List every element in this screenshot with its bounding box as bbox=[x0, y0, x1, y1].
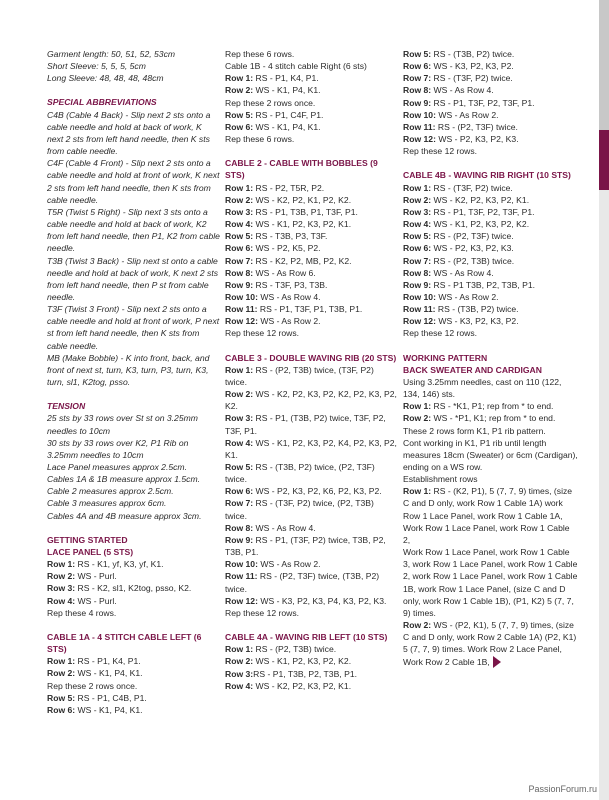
tension-line: Cables 1A & 1B measure approx 1.5cm. bbox=[47, 474, 201, 485]
row-number: Row 1: bbox=[225, 182, 254, 193]
pattern-row bbox=[225, 437, 397, 461]
row-number: Row 8: bbox=[225, 522, 254, 533]
row-number: Row 8: bbox=[403, 85, 432, 96]
row-number: Row 3: bbox=[225, 206, 254, 217]
row-number: Row 8: bbox=[403, 267, 432, 278]
row-text: RS - K1, yf, K3, yf, K1. bbox=[75, 559, 164, 570]
row-text: WS - As Row 4. bbox=[257, 291, 321, 302]
pattern-row bbox=[47, 655, 220, 667]
row-text: WS - K1, P4, K1. bbox=[75, 704, 143, 715]
row-text: RS - P1, T3B, P2, T3B, P1. bbox=[253, 668, 357, 679]
tension-line: 25 sts by 33 rows over St st on 3.25mm needles to 10cm bbox=[47, 413, 198, 436]
row-number: Row 11: bbox=[403, 304, 436, 315]
row-text: WS - K1, P4, K1. bbox=[253, 85, 321, 96]
row-text: RS - (T3F, P2) twice. bbox=[431, 182, 513, 193]
row-number: Row 2: bbox=[403, 413, 432, 424]
pattern-row bbox=[47, 680, 220, 692]
row-text: RS - K2, sl1, K2tog, psso, K2. bbox=[75, 583, 192, 594]
pattern-row bbox=[403, 291, 579, 303]
cable-1b-rows bbox=[225, 48, 397, 145]
row-number: Row 9: bbox=[403, 279, 432, 290]
row-text: RS - P1, T3F, P1, T3B, P1. bbox=[257, 304, 363, 315]
cable-4a-heading: CABLE 4A - WAVING RIB LEFT (10 STS) bbox=[225, 632, 388, 643]
row-text: RS - (T3B, P2) twice. bbox=[435, 304, 519, 315]
row-number: Row 9: bbox=[225, 534, 254, 545]
pattern-row bbox=[403, 485, 579, 546]
pattern-row bbox=[403, 230, 579, 242]
row-text: Cont working in K1, P1 rib until length measures 18cm (Sweater) or 6cm (Cardigan), ending on a WS row. bbox=[403, 437, 578, 472]
row-text: WS - As Row 2. bbox=[435, 291, 499, 302]
row-text: Rep these 12 rows. bbox=[225, 328, 300, 339]
pattern-row bbox=[403, 72, 579, 84]
column-3 bbox=[403, 48, 579, 668]
tension-line: Lace Panel measures approx 2.5cm. bbox=[47, 462, 187, 472]
pattern-row bbox=[403, 619, 579, 655]
column-2 bbox=[225, 48, 397, 692]
pattern-row bbox=[225, 121, 397, 133]
row-text: WS - As Row 4. bbox=[431, 85, 494, 96]
row-text: RS - P1, C4F, P1. bbox=[253, 109, 324, 120]
row-text: RS - *K1, P1; rep from * to end. bbox=[431, 401, 554, 412]
row-text: RS - (T3B, P2) twice. bbox=[431, 49, 515, 59]
abbr-heading: SPECIAL ABBREVIATIONS bbox=[47, 97, 157, 108]
pattern-row bbox=[225, 485, 397, 497]
row-number: Row 1: bbox=[403, 182, 432, 193]
row-text: WS - K1, P4, K1. bbox=[75, 668, 143, 679]
row-text: WS - K1, P4, K1. bbox=[253, 121, 321, 132]
row-text: WS - As Row 4. bbox=[431, 267, 494, 278]
cable-4a-rows-cont bbox=[403, 48, 579, 157]
row-text: RS - (T3F, P2) twice. bbox=[431, 73, 513, 84]
lace-panel-heading: LACE PANEL (5 STS) bbox=[47, 546, 134, 557]
row-text: WS - K3, P2, K3, P2. bbox=[431, 61, 514, 72]
row-text: WS - As Row 2. bbox=[435, 109, 499, 120]
row-text: WS - K2, P2, K1, P2, K2. bbox=[253, 194, 352, 205]
pattern-row bbox=[403, 376, 579, 400]
pattern-row bbox=[403, 546, 579, 619]
row-text: WS - P2, K3, P2, K6, P2, K3, P2. bbox=[253, 486, 382, 497]
cable-1a-heading: CABLE 1A - 4 STITCH CABLE LEFT (6 STS) bbox=[47, 631, 202, 655]
pattern-row bbox=[225, 315, 397, 327]
row-number: Row 11: bbox=[225, 571, 258, 582]
row-number: Row 12: bbox=[403, 134, 436, 145]
pattern-row bbox=[403, 279, 579, 291]
pattern-row bbox=[225, 97, 397, 109]
abbr-mb: MB (Make Bobble) - K into front, back, and front of next st, turn, K3, turn, P3, turn, K3, turn, sl1, K2tog, psso. bbox=[47, 352, 210, 388]
row-number: Row 3: bbox=[47, 583, 76, 594]
long-sleeve: Long Sleeve: 48, 48, 48, 48cm bbox=[47, 73, 164, 84]
row-number: Row 3: bbox=[225, 668, 254, 679]
pattern-row bbox=[225, 558, 397, 570]
row-number: Row 1: bbox=[47, 656, 76, 667]
pattern-row bbox=[403, 206, 579, 218]
row-text: RS - P1, C4B, P1. bbox=[75, 692, 147, 703]
row-number: Row 1: bbox=[225, 364, 254, 375]
pattern-row bbox=[403, 400, 579, 412]
row-text: RS - (T3B, P2) twice, (P2, T3F) twice. bbox=[225, 462, 375, 485]
pattern-row bbox=[403, 218, 579, 230]
cable-3-rows bbox=[225, 364, 397, 619]
row-number: Row 5: bbox=[403, 49, 432, 59]
pattern-row bbox=[47, 582, 220, 594]
row-number: Row 6: bbox=[225, 121, 254, 132]
row-text: WS - P2, K3, P2, K3. bbox=[435, 134, 519, 145]
pattern-row bbox=[47, 570, 220, 582]
row-text: WS - Purl. bbox=[75, 571, 117, 582]
pattern-row bbox=[47, 607, 220, 619]
row-text: Rep these 2 rows once. bbox=[225, 97, 316, 108]
row-number: Row 9: bbox=[403, 97, 432, 108]
cable-2-heading: CABLE 2 - CABLE WITH BOBBLES (9 STS) bbox=[225, 158, 378, 181]
pattern-row bbox=[225, 291, 397, 303]
row-text: Rep these 12 rows. bbox=[403, 328, 478, 339]
row-number: Row 6: bbox=[225, 243, 254, 254]
pattern-row bbox=[225, 522, 397, 534]
row-text: RS - P1, T3B, P1, T3F, P1. bbox=[253, 206, 358, 217]
tension-line: Cables 4A and 4B measure approx 3cm. bbox=[47, 510, 202, 521]
pattern-row bbox=[225, 303, 397, 315]
watermark-footer: PassionForum.ru bbox=[528, 784, 597, 794]
abbreviations bbox=[47, 109, 220, 389]
row-number: Row 7: bbox=[225, 498, 254, 509]
pattern-row bbox=[403, 425, 579, 437]
row-number: Row 10: bbox=[225, 291, 258, 302]
row-number: Row 5: bbox=[47, 692, 76, 703]
row-number: Row 6: bbox=[47, 704, 76, 715]
back-heading: BACK SWEATER AND CARDIGAN bbox=[403, 364, 542, 375]
pattern-row bbox=[47, 667, 220, 679]
row-text: WS - K1, P2, K3, P2, K4, P2, K3, P2, K1. bbox=[225, 437, 397, 460]
pattern-row bbox=[225, 497, 397, 521]
row-number: Row 4: bbox=[225, 219, 254, 230]
pattern-row bbox=[403, 60, 579, 72]
row-text: Rep these 6 rows. bbox=[225, 49, 295, 59]
row-text: RS - P1 T3B, P2, T3B, P1. bbox=[431, 279, 535, 290]
row-number: Row 8: bbox=[225, 267, 254, 278]
row-text: WS - K2, P2, K3, P2, K1. bbox=[431, 194, 530, 205]
row-number: Row 12: bbox=[225, 595, 258, 606]
pattern-row bbox=[225, 133, 397, 145]
abbr-c4b: C4B (Cable 4 Back) - Slip next 2 sts onto a cable needle and hold at back of work, K next 2 sts from left hand needle, then K sts from cable needle. bbox=[47, 109, 211, 157]
tension-line: Cable 3 measures approx 6cm. bbox=[47, 498, 167, 509]
row-number: Row 10: bbox=[225, 559, 258, 570]
row-text: WS - K1, P2, K3, P2, K1. bbox=[253, 219, 352, 230]
row-number: Row 2: bbox=[47, 571, 76, 582]
row-text: RS - (P2, T3F) twice, (T3B, P2) twice. bbox=[225, 571, 380, 594]
row-text: Cable 1B - 4 stitch cable Right (6 sts) bbox=[225, 61, 367, 72]
getting-started-heading: GETTING STARTED bbox=[47, 534, 128, 545]
row-text: WS - K1, P2, K3, P2, K2. bbox=[253, 656, 352, 667]
row-text: WS - P2, K3, P2, K3. bbox=[431, 243, 514, 254]
row-number: Row 5: bbox=[225, 231, 254, 242]
row-text: WS - As Row 2. bbox=[257, 316, 321, 327]
garment-sizes bbox=[47, 48, 220, 84]
page-edge-bar bbox=[599, 0, 609, 800]
working-pattern-rows bbox=[403, 376, 579, 668]
pattern-row bbox=[225, 109, 397, 121]
row-text: WS - P2, K5, P2. bbox=[253, 243, 321, 254]
row-text: WS - As Row 4. bbox=[253, 522, 316, 533]
row-number: Row 1: bbox=[225, 73, 254, 84]
row-number: Row 11: bbox=[225, 304, 258, 315]
cable-4a-rows bbox=[225, 643, 397, 692]
row-number: Row 1: bbox=[403, 486, 432, 497]
row-number: Row 2: bbox=[225, 85, 254, 96]
row-number: Row 4: bbox=[225, 680, 254, 691]
cable-2-rows bbox=[225, 182, 397, 340]
row-text: WS - Purl. bbox=[75, 595, 117, 606]
row-number: Row 1: bbox=[225, 644, 254, 655]
pattern-row bbox=[225, 84, 397, 96]
cable-3-heading: CABLE 3 - DOUBLE WAVING RIB (20 STS) bbox=[225, 352, 397, 363]
row-number: Row 4: bbox=[403, 219, 432, 230]
pattern-row bbox=[403, 267, 579, 279]
pattern-row bbox=[403, 133, 579, 145]
row-text: RS - T3F, P3, T3B. bbox=[253, 279, 328, 290]
pattern-row bbox=[403, 327, 579, 339]
row-number: Row 3: bbox=[403, 206, 432, 217]
row-number: Row 2: bbox=[225, 194, 254, 205]
row-text: RS - P1, (T3B, P2) twice, T3F, P2, T3F, P1. bbox=[225, 413, 386, 436]
pattern-row bbox=[225, 327, 397, 339]
continue-arrow-icon bbox=[493, 656, 501, 668]
row-text: WS - K2, P2, K3, P2, K2, P2, K3, P2, K2. bbox=[225, 389, 397, 412]
pattern-row bbox=[225, 279, 397, 291]
row-text: RS - (P2, T3B) twice. bbox=[253, 644, 337, 655]
pattern-row bbox=[403, 437, 579, 473]
pattern-row bbox=[47, 558, 220, 570]
abbr-t5r: T5R (Twist 5 Right) - Slip next 3 sts onto a cable needle and hold at back of work, K2 from left hand needle, then P1, K2 from cable needle. bbox=[47, 206, 220, 254]
tension-line: Cable 2 measures approx 2.5cm. bbox=[47, 486, 174, 497]
pattern-row bbox=[403, 48, 579, 60]
row-number: Row 2: bbox=[225, 656, 254, 667]
row-number: Row 2: bbox=[403, 620, 432, 631]
row-number: Row 7: bbox=[403, 73, 432, 84]
row-text: Rep these 12 rows. bbox=[225, 607, 300, 618]
row-number: Row 5: bbox=[225, 109, 254, 120]
tension bbox=[47, 412, 220, 521]
row-text: RS - P1, T3F, P2, T3F, P1. bbox=[431, 97, 535, 108]
cable-1a-rows bbox=[47, 655, 220, 716]
row-number: Row 2: bbox=[225, 389, 254, 400]
row-number: Row 7: bbox=[403, 255, 432, 266]
pattern-row bbox=[403, 194, 579, 206]
pattern-row bbox=[225, 412, 397, 436]
row-number: Row 1: bbox=[47, 559, 76, 570]
pattern-row bbox=[225, 461, 397, 485]
row-number: Row 1: bbox=[403, 401, 432, 412]
row-text: WS - K1, P2, K3, P2, K2. bbox=[431, 219, 530, 230]
row-text: WS - K3, P2, K3, P2. bbox=[435, 316, 519, 327]
lace-panel-rows bbox=[47, 558, 220, 619]
pattern-row bbox=[403, 412, 579, 424]
pattern-row bbox=[403, 315, 579, 327]
abbr-t3f: T3F (Twist 3 Front) - Slip next 2 sts onto a cable needle and hold at front of work, P next st from left hand needle, then K sts from cable needle. bbox=[47, 304, 220, 351]
pattern-row bbox=[225, 194, 397, 206]
pattern-row bbox=[47, 704, 220, 716]
row-text: RS - K2, P2, MB, P2, K2. bbox=[253, 255, 352, 266]
pattern-row bbox=[225, 388, 397, 412]
pattern-row bbox=[47, 595, 220, 607]
pattern-row bbox=[225, 595, 397, 607]
pattern-row bbox=[403, 84, 579, 96]
pattern-row bbox=[403, 656, 579, 669]
row-number: Row 3: bbox=[225, 413, 254, 424]
pattern-row bbox=[225, 206, 397, 218]
row-text: RS - T3B, P3, T3F. bbox=[253, 231, 328, 242]
pattern-row bbox=[225, 182, 397, 194]
pattern-row bbox=[403, 242, 579, 254]
abbr-t3b: T3B (Twist 3 Back) - Slip next st onto a cable needle and hold at back of work, K next 2 sts from left hand needle, then P st from cable needle. bbox=[47, 255, 219, 302]
cable-4b-heading: CABLE 4B - WAVING RIB RIGHT (10 STS) bbox=[403, 170, 571, 181]
row-number: Row 11: bbox=[403, 121, 436, 132]
row-text: RS - (K2, P1), 5 (7, 7, 9) times, (size C and D only, work Row 1 Cable 1A) work Row 1 Lace Panel, work Row 1 Cable 1A, Work Row 1 Lace Panel, work Row 1 Cable 2, bbox=[403, 486, 573, 545]
pattern-row bbox=[225, 668, 397, 680]
pattern-row bbox=[47, 692, 220, 704]
row-text: Rep these 12 rows. bbox=[403, 146, 478, 157]
row-text: WS - K3, P2, K3, P4, K3, P2, K3. bbox=[257, 595, 387, 606]
pattern-row bbox=[403, 255, 579, 267]
short-sleeve: Short Sleeve: 5, 5, 5, 5cm bbox=[47, 61, 146, 72]
row-number: Row 10: bbox=[403, 109, 436, 120]
pattern-row bbox=[403, 121, 579, 133]
cable-4b-rows bbox=[403, 182, 579, 340]
pattern-row bbox=[403, 97, 579, 109]
pattern-row bbox=[225, 218, 397, 230]
row-text: RS - (P2, T3B) twice, (T3F, P2) twice. bbox=[225, 364, 374, 387]
column-1 bbox=[47, 48, 220, 716]
pattern-row bbox=[403, 473, 579, 485]
row-text: RS - (P2, T3B) twice. bbox=[431, 255, 515, 266]
row-number: Row 4: bbox=[225, 437, 254, 448]
pattern-row bbox=[225, 72, 397, 84]
pattern-row bbox=[225, 643, 397, 655]
row-text: Using 3.25mm needles, cast on 110 (122, 134, 146) sts. bbox=[403, 376, 562, 400]
row-number: Row 7: bbox=[225, 255, 254, 266]
row-text: RS - P1, T3F, P2, T3F, P1. bbox=[431, 206, 535, 217]
row-text: Rep these 4 rows. bbox=[47, 607, 117, 618]
pattern-row bbox=[403, 182, 579, 194]
pattern-row bbox=[225, 570, 397, 594]
pattern-row bbox=[225, 655, 397, 667]
row-text: RS - (T3F, P2) twice, (P2, T3B) twice. bbox=[225, 498, 374, 521]
pattern-row bbox=[225, 60, 397, 72]
pattern-row bbox=[225, 267, 397, 279]
pattern-row bbox=[403, 303, 579, 315]
row-text: RS - P1, K4, P1. bbox=[75, 656, 141, 667]
row-number: Row 10: bbox=[403, 291, 436, 302]
pattern-row bbox=[225, 230, 397, 242]
row-number: Row 5: bbox=[403, 231, 432, 242]
row-text: These 2 rows form K1, P1 rib pattern. bbox=[403, 425, 546, 436]
row-text: Establishment rows bbox=[403, 474, 478, 485]
pattern-row bbox=[403, 109, 579, 121]
row-text: RS - P1, (T3F, P2) twice, T3B, P2, T3B, P1. bbox=[225, 534, 386, 558]
row-number: Row 6: bbox=[403, 61, 432, 72]
row-text: RS - (P2, T3F) twice. bbox=[435, 121, 518, 132]
pattern-row bbox=[225, 534, 397, 558]
row-text: Rep these 2 rows once. bbox=[47, 680, 138, 691]
row-text: RS - P1, K4, P1. bbox=[253, 73, 319, 84]
pattern-row bbox=[403, 145, 579, 157]
row-text: Work Row 2 Cable 1B, bbox=[403, 656, 490, 667]
row-number: Row 12: bbox=[403, 316, 436, 327]
working-pattern-heading: WORKING PATTERN bbox=[403, 352, 488, 363]
row-text: WS - K2, P2, K3, P2, K1. bbox=[253, 680, 352, 691]
row-number: Row 2: bbox=[403, 194, 432, 205]
row-number: Row 12: bbox=[225, 316, 258, 327]
row-number: Row 2: bbox=[47, 668, 76, 679]
row-text: WS - (P2, K1), 5 (7, 7, 9) times, (size C and D only, work Row 2 Cable 1A) (P2, K1) 5 (7, 7, 9) times. Work Row 2 Lace Panel, bbox=[403, 620, 577, 655]
abbr-c4f: C4F (Cable 4 Front) - Slip next 2 sts onto a cable needle and hold at front of work, K next 2 sts from left hand needle, then K sts from cable needle. bbox=[47, 158, 220, 205]
row-number: Row 5: bbox=[225, 462, 254, 472]
pattern-row bbox=[225, 680, 397, 692]
page-edge-accent bbox=[599, 130, 609, 190]
garment-length: Garment length: 50, 51, 52, 53cm bbox=[47, 49, 176, 59]
row-number: Row 6: bbox=[225, 486, 254, 497]
tension-line: 30 sts by 33 rows over K2, P1 Rib on 3.25mm needles to 10cm bbox=[47, 437, 189, 460]
row-text: RS - P2, T5R, P2. bbox=[253, 182, 325, 193]
row-text: WS - As Row 2. bbox=[257, 559, 321, 570]
row-number: Row 9: bbox=[225, 279, 254, 290]
row-number: Row 4: bbox=[47, 595, 76, 606]
pattern-row bbox=[225, 48, 397, 60]
pattern-row bbox=[225, 255, 397, 267]
row-text: RS - (P2, T3F) twice. bbox=[431, 231, 514, 242]
row-text: WS - As Row 6. bbox=[253, 267, 316, 278]
row-text: Work Row 1 Lace Panel, work Row 1 Cable 3, work Row 1 Lace Panel, work Row 1 Cable 2, work Row 1 Lace Panel, work Row 1 Cable 1B, work Row 1 Lace Panel, (size C and D only, work Row 1 Cable 1B), (P1, K2) 5 (7, 7, 9) times. bbox=[403, 547, 578, 618]
row-number: Row 6: bbox=[403, 243, 432, 254]
tension-heading: TENSION bbox=[47, 401, 86, 412]
row-text: WS - *P1, K1; rep from * to end. bbox=[431, 413, 556, 424]
pattern-row bbox=[225, 364, 397, 388]
pattern-row bbox=[225, 242, 397, 254]
row-text: Rep these 6 rows. bbox=[225, 134, 295, 145]
pattern-row bbox=[225, 607, 397, 619]
